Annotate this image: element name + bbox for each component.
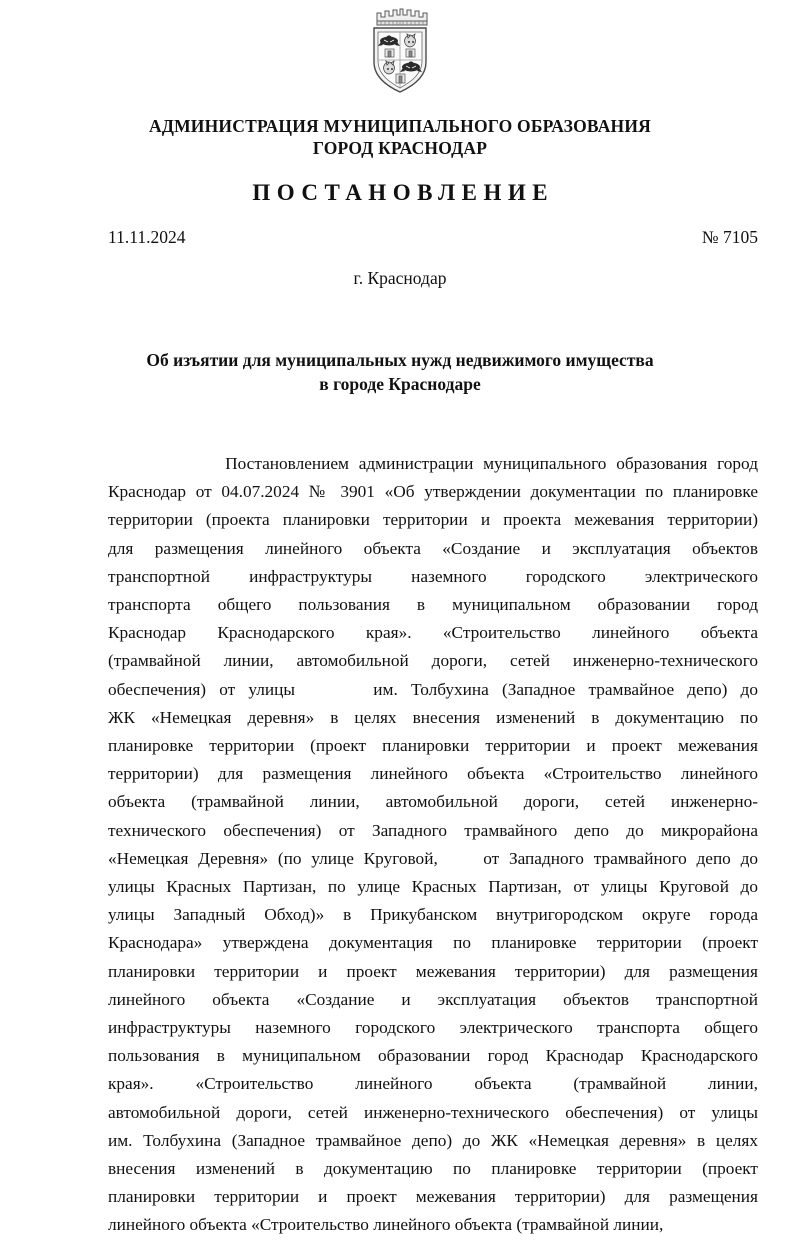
body-line: «Немецкая Деревня» (по улице Круговой, от Западного трамвайного депо до	[108, 848, 758, 868]
document-body	[108, 450, 758, 1240]
body-line: внесения изменений в документацию по планировке территории (проект	[108, 1159, 758, 1179]
body-line: Постановлением администрации муниципального образования город	[108, 454, 758, 473]
document-number: № 7105	[701, 227, 758, 247]
body-line: (трамвайной линии, автомобильной дороги, сетей инженерно-технического	[108, 651, 758, 671]
emblem-container	[0, 4, 800, 103]
body-line: технического обеспечения) от Западного трамвайного депо до микрорайона	[108, 820, 758, 840]
body-line: им. Толбухина (Западное трамвайное депо) до ЖК «Немецкая деревня» в целях	[108, 1130, 758, 1150]
body-line: территории) для размещения линейного объекта «Строительство линейного	[108, 764, 758, 784]
body-line: Краснодара» утверждена документация по планировке территории (проект	[108, 933, 758, 953]
body-line: Краснодар от 04.07.2024 № 3901 «Об утверждении документации по планировке	[108, 482, 758, 502]
organization-title	[0, 115, 800, 159]
organization-title-line1: АДМИНИСТРАЦИЯ МУНИЦИПАЛЬНОГО ОБРАЗОВАНИЯ	[149, 116, 651, 136]
document-meta-row	[108, 227, 758, 248]
body-line: планировки территории и проект межевания территории) для размещения	[108, 1187, 758, 1207]
body-line: объекта (трамвайной линии, автомобильной дороги, сетей инженерно-	[108, 792, 758, 812]
document-date: 11.11.2024	[108, 227, 186, 247]
body-line: линейного объекта «Строительство линейного объекта (трамвайной линии,	[108, 1215, 664, 1235]
body-line: транспортной инфраструктуры наземного городского электрического	[108, 566, 758, 586]
body-line: инфраструктуры наземного городского электрического транспорта общего	[108, 1018, 758, 1038]
body-line: территории (проекта планировки территории и проекта межевания территории)	[108, 510, 758, 530]
body-line: для размещения линейного объекта «Создание и эксплуатация объектов	[108, 538, 758, 558]
body-line: планировке территории (проект планировки территории и проект межевания	[108, 736, 758, 756]
body-line: улицы Красных Партизан, по улице Красных Партизан, от улицы Круговой до	[108, 877, 758, 897]
body-line: обеспечения) от улицы им. Толбухина (Западное трамвайное депо) до	[108, 679, 758, 699]
document-subject-line1: Об изъятии для муниципальных нужд недвижимого имущества	[146, 350, 654, 370]
document-kind: ПОСТАНОВЛЕНИЕ	[252, 180, 555, 205]
body-line: пользования в муниципальном образовании город Краснодар Краснодарского	[108, 1046, 758, 1066]
body-line: линейного объекта «Создание и эксплуатация объектов транспортной	[108, 989, 758, 1009]
body-line: края». «Строительство линейного объекта (трамвайной линии,	[108, 1074, 758, 1094]
document-subject	[140, 348, 660, 396]
body-line: улицы Западный Обход)» в Прикубанском внутригородском округе города	[108, 905, 758, 925]
organization-title-line2: ГОРОД КРАСНОДАР	[312, 138, 488, 158]
document-subject-line2: в городе Краснодаре	[319, 374, 481, 394]
krasnodar-coat-of-arms-icon	[364, 4, 436, 98]
body-line: автомобильной дороги, сетей инженерно-технического обеспечения) от улицы	[108, 1102, 758, 1122]
body-line: планировки территории и проект межевания территории) для размещения	[108, 961, 758, 981]
body-paragraph	[108, 450, 758, 1240]
body-line: ЖК «Немецкая деревня» в целях внесения изменений в документацию по	[108, 707, 758, 727]
document-city: г. Краснодар	[353, 268, 447, 288]
body-line: Краснодар Краснодарского края». «Строительство линейного объекта	[108, 623, 758, 643]
body-line: транспорта общего пользования в муниципальном образовании город	[108, 595, 758, 615]
